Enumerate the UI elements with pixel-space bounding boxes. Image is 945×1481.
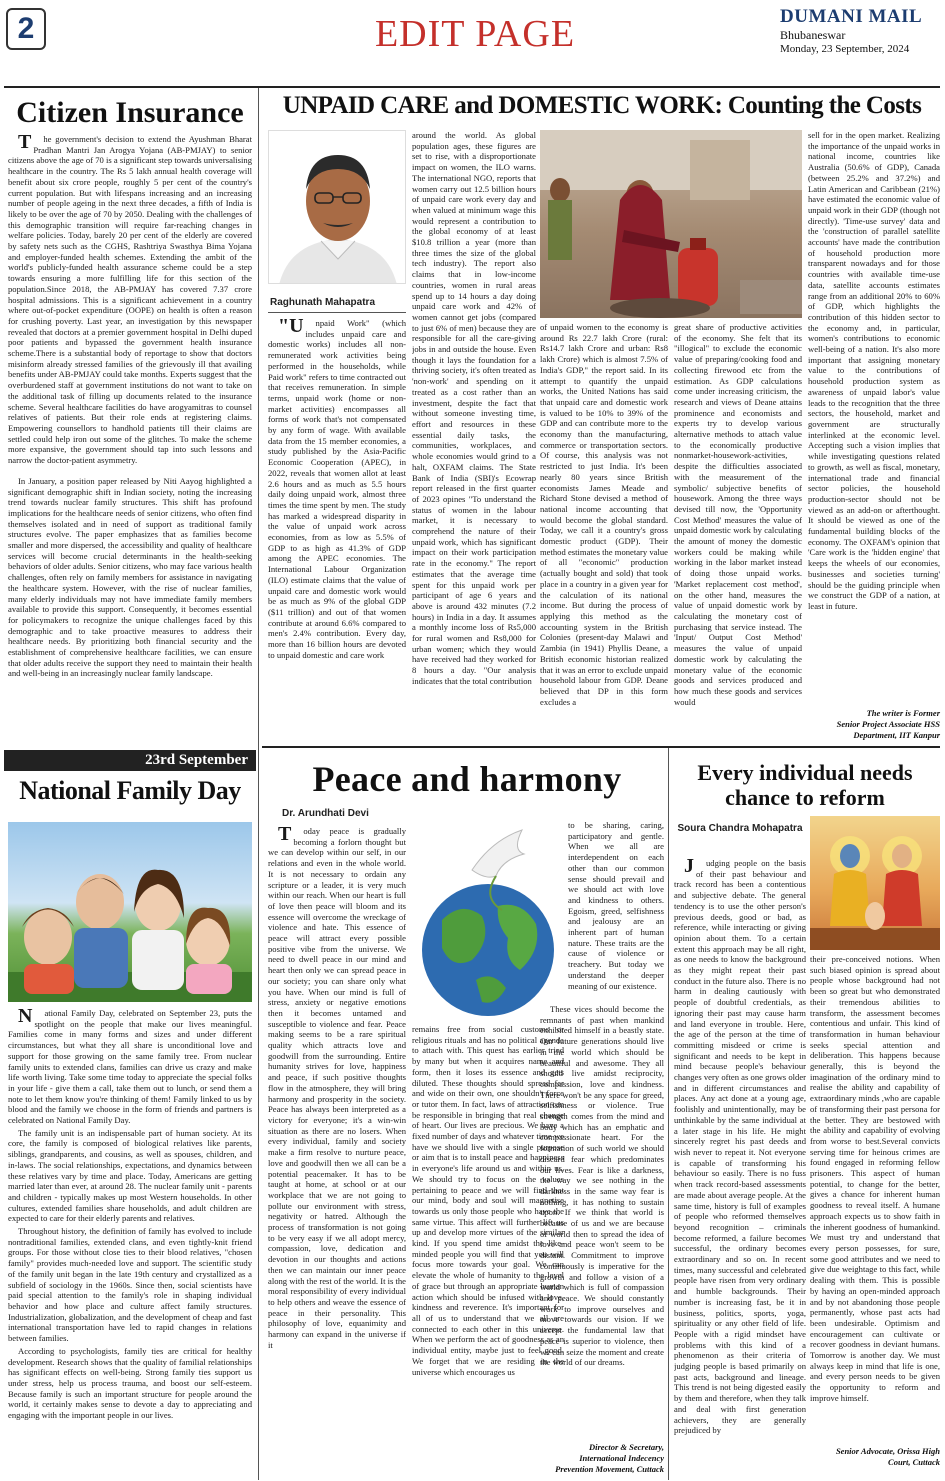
woman-cooking-art (540, 130, 802, 318)
peace-sig-line3: Prevention Movement, Cuttack (555, 1464, 664, 1474)
peace-title: Peace and harmony (312, 759, 622, 799)
peace-globe-image (412, 820, 564, 1020)
reform-col2-text: their pre-conceived notions. When such biased opinion is spread about people whose background had not been so great but who demonstrated their tremendous abilities to transform, the assessment becomes contentious and unfair. This kind of transformation in human behaviour seeks special attention and deliberation. This happens because generally, this is beyond the imagination of the ordinary mind to realise the ability and capability of extraordinary minds ,who are capable of transforming their past persona for the better. They are bestowed with the ability and capability of evolving from worse to best.Several convicts serving time for heinous crimes are found engaged in reforming fellow prisoners. This aspect of human potential, to change for the better, gives a chance for inherent human goodness to reveal itself. A humane approach expects us to show faith in the inherent goodness of humankind. We must try and understand that every person possesses, for sure, some good attributes and we need to give due weightage to this fact, while dealing with them. This is possible by having an open-minded approach and by not abandoning those people permanently, whose past acts had been undesirable. Optimism and encouragement can cultivate or recover goodness in deviant humans. Tomorrow is another day. We must always keep in mind that life is one, and every person needs to be given the opportunity to reform and improve himself. (810, 954, 940, 1403)
unpaid-col3-text: of unpaid women to the economy is around Rs 22.7 lakh Crore (rural: Rs14.7 lakh Crore and urban: Rs8 lakh Crore) which is almost 7.5% of India's GDP," the report said. In its attempt to quantify the unpaid works, the United Nations has said that unpaid care and domestic work is valued to be 10% to 39% of the GDP and can contribute more to the economy than the manufacturing, commerce or transportation sectors. Of course, this analysis was not restricted to just India. It's been nearly 80 years since British economists James Meade and Richard Stone devised a method of national income accounting that would become the global standard. Today, we call it a country's gross domestic product (GDP). Their method estimates the monetary value of all "economic" production (actually bought and sold) that took place in a country in a given year for the calculation of its national income. But during the process of applying this method as the accounting system in the British Colonies (present-day Malawi and Zambia (in 1941) Phyllis Deane, a British economic historian realized that it was an error to exclude unpaid household labour from GDP. Deane believed that DP in this form excludes a (540, 322, 668, 707)
unpaid-col4-text: great share of productive activities of the economy. She felt that its "illogical" to exclude the economic value of preparing/cooking food and collecting firewood etc from the estimation. As GDP calculations come under increasing criticism, the research and views of Deane attains prominence and economists and experts try to develop various alternative methods to attach value to the economically productive nonmarket-housework-activities, despite the difficulties associated with the measurement of the symbolic/ subjective benefits of housework. Among the three ways devised till now, the 'Opportunity Cost Method' measures the value of unpaid domestic work by calculating the amount of money the domestic workers could be making while working in the labor market instead of doing those unpaid works. 'Market replacement cost method', on the other hand, measures the value of unpaid domestic work by calculating the monetary cost of purchasing that service instead. The 'Input/ Output Cost Method' measures the value of unpaid domestic work by calculating the monetary value of the economic goods and services produced and how much these goods and services would (674, 322, 802, 707)
paper-date: Monday, 23 September, 2024 (780, 43, 910, 55)
family-title: National Family Day (19, 776, 241, 805)
unpaid-col3 (540, 322, 668, 742)
family-p2: The family unit is an indispensable part of human society. At its core, the family is composed of biological relatives like parents, siblings, grandparents, and cousins, as well as spouses, children, and in-laws. The social relationships, expectations, and dynamics between these relatives vary by time and place. Today, Americans are getting married later than ever, at around 28. The nuclear family unit - parents and children - typically makes up most Western households. In other cultures, extended families share households, and adult children are expected to care for their elderly parents and relatives. (8, 1127, 252, 1224)
peace-col3b-text: These vices should become the remnants of past when mankind exhibited himself in a beastly state. Our future generations should live in the world which should be beautiful and awesome. They all should live amidst reciprocity, compassion, love and kindness. There won't be any space for greed, selfishness or violence. True strength comes from the mind and body which has an emphatic and compassionate heart. For the formation of such world we should discard fear which predominates our lives. Fear is like a darkness, the way we see nothing in the darkness in the same way fear is nothing, it has nothing to sustain upon. If we think that world is because of us and we are because of world then to spread the idea of love and peace won't seem to be distant. Commitment to improve continuously is imperative for the growth and follow a vision of a world which is full of compassion and peace. We should constantly work to improve ourselves and move towards our vision. If we accept the fundamental law that peace is superior to violence, then we can seize the moment and create the world of our dreams. (540, 1004, 664, 1368)
peace-signature (538, 1442, 664, 1475)
family-p3: Throughout history, the definition of family has evolved to include nontraditional families, extended clans, and even tightly-knit friend groups. For those without close ties to their blood relatives, "chosen family" provides much-needed love and support. The scientific study of the family unit began in the late 19th century and crystallized as a subfield of sociology in the 1960s. Since then, social scientists have paid special attention to the family's role in shaping individual behavior and how place and culture affect family structures. Industrialization, globalization, and the development of cheap and fast international transportation have led to rapid changes in relations between families. (8, 1226, 252, 1344)
peace-sig-line2: International Indecency (579, 1453, 664, 1463)
family-photo (8, 822, 252, 1002)
unpaid-sig-line1: The writer is Former (866, 708, 940, 718)
unpaid-sig-line3: Department, IIT Kanpur (853, 730, 940, 740)
reform-col1 (674, 858, 806, 1480)
reform-image (810, 816, 940, 950)
peace-sig-line1: Director & Secretary, (589, 1442, 664, 1452)
unpaid-col2-text: around the world. As global population ages, these figures are set to rise, with a disproportionate impact on women, the ILO warns. The international NGO, reports that women carry out 12.5 billion hours of unpaid care work every day and when valued at minimum wage this would represent a contribution to the global economy of at least $10.8 trillion a year (more than three times the size of the global tech industry). The report also claims that in low-income countries, women in rural areas spend up to 14 hours a day doing unpaid care work and 42% of women cannot get jobs (compared to just 6% of men) because they are responsible for all the care-giving jobs in and outside the house. Even though it lays the foundation for a thriving society, it's often treated as 'non-work' and spending on it treated as a cost rather than an investment, despite the fact that without someone investing time, effort and resources in these essential daily tasks, the communities, workplaces, and whole economies would grind to a halt, OXFAM claims. The State Bank of India (SBI)'s Ecowrap report released in the first quarter of 2023 opines "To understand the status of women in the labour market, it is necessary to comprehend the nature of their unpaid work, which has significant impact on their work participation rate in the economy." The report estimates that the average time spent for this unpaid work per participant of age 6 years and above is around 432 minutes (7.2 hours) in India in a day. It assumes a monthly income loss of Rs5,000 for rural women and Rs8,000 for urban women; which they would have received had they worked for 8 hours a day. "Our analysis indicates that the total contribution (412, 130, 536, 686)
citizen-title: Citizen Insurance (16, 96, 244, 129)
unpaid-author: Raghunath Mahapatra (270, 297, 376, 308)
reform-col2 (810, 954, 940, 1440)
peace-col3a-text: to be sharing, caring, participatory and gentle. When we all are interdependent on each other than our common sense should prevail and we should act with love and kindness to others. Egoism, greed, selfishness and jealousy are an inherent part of human nature. These traits are the cause of violence or treachery. But today we understand the deeper meaning of our existence. (568, 820, 664, 991)
unpaid-col5 (808, 130, 940, 706)
section-title: EDIT PAGE (374, 13, 576, 55)
citizen-p1: The government's decision to extend the Ayushman Bharat Pradhan Mantri Jan Arogya Yojana (AB-PMJAY) to senior citizens above the age of 70 is a significant step towards universalising healthcare in the country. The Rs 5 lakh annual health coverage will benefit about six crore people, roughly 5 per cent of the country's current population. But with lifespans increasing and an increasing number of people ageing in the next three decades, a fifth of India is likely to be over the age of 70 by 2050. Dealing with the challenges of this demographic transition will require far-reaching changes in welfare policies. Today, barely 20 per cent of the elderly are covered by safety nets such as the CGHS, Rashtriya Swasthya Bima Yojana and employer-funded health schemes. Extending the ambit of the world's publicly-funded health assurance scheme could be a step towards ensuring a more fulfilling life for this section of the population.Since 2018, the AB-PMJAY has covered 7.37 crore hospital admissions. This is a significant achievement in a country where out-of-pocket expenditure (OOPE) on health is often a reason for crushing poverty. Last year, an investigation by this newspaper revealed that doctors at a premier government hospital in Delhi duped poor patients and bypassed the government health insurance scheme.There is a substantial body of reportage to show that doctors misinform already stressed families of the grievously ill that availing benefits under AB-PMJAY could take months. Experts suggest that the overburdened staff at government institutions do not want to take on the additional task of filling up documents related to the insurance scheme. Several healthcare facilities do have arogyamitras to counsel relatives of patients. But their role ends at registering claims. Empowering counsellors to handhold patients till their claims are settled could help iron out some of the glitches. To make the scheme more expansive, the government should tap into such lessons and narrow the doctor-patient asymmetry. (8, 134, 252, 466)
unpaid-col2 (412, 130, 536, 742)
reform-title: Every individual needs chance to reform (697, 760, 913, 810)
unpaid-col5-text: sell for in the open market. Realizing the importance of the unpaid works in national income, countries like Australia (50.6% of GDP), Canada (between 25.2% and 37.2%) and Latin American and Caribbean (21%) have estimated the economic value of unpaid work in their GDP (though not directly). 'Time-use survey' data and the 'construction of parallel satellite accounts' have made the contribution of household production more transparent nowadays and for those countries with available time-use data, satellite accounts estimates range from an additional 20% to 60% of GDP, which highlights the contribution of this hidden sector to the economy and, in particular, women's contributions to economic well-being of a nation. It's also more important that assigning monetary value to the contributions of household production system as awareness of unpaid labor's value leads to the recognition that the three sectors, the household, market and government are structurally interlinked at the economic level. Accepting such a vision implies that while investigating questions related to growth, as well as fiscal, monetary, international trade and financial sector policies, the household production-sector should not be viewed as an add-on or afterthought. It should be viewed as one of the fundamental building blocks of the economy. The OXFAM's opinion that 'Care work is the 'hidden engine' that keeps the wheels of our economies, businesses and societies turning' should be the guiding principle when we construct the GDP of a nation, at least in future. (808, 130, 940, 611)
unpaid-title: UNPAID CARE and DOMESTIC WORK: Counting the Costs (282, 92, 922, 119)
reform-sig-line2: Court, Cuttack (888, 1457, 940, 1467)
reform-sig-line1: Senior Advocate, Orissa High (835, 1446, 940, 1456)
peace-col3a (568, 820, 664, 1002)
paper-city: Bhubaneswar (780, 28, 846, 42)
dove-globe-art (412, 820, 564, 1020)
family-p4: According to psychologists, family ties are critical for healthy development. Research shows that the quality of familial relationships has significant effects on well-being. Strong family ties support us under stress, help us process trauma, and boost our self-esteem. Because family is such an important structure for people around the world, it certainly makes sense to devote a day to appreciating and engaging with the important people in our lives. (8, 1345, 252, 1421)
unpaid-col1-text: "Unpaid Work" (which includes unpaid care and domestic works) includes all non-remunerated work activities being performed in the households, while Paid work" refers to time contracted out that receives remuneration. In simple terms, unpaid work (home or non-market activities) encompasses all forms of work that's not compensated by any form of wage. With available data from the 15 member economies, a study published by the Asia-Pacific Economic Cooperation (APEC), in 2022, reveals that women allot at least 2.6 hours and as much as 5.5 hours daily doing unpaid work, almost three times the time spent by men. The study has marked a widespread disparity in the value of unpaid work across economies, from as low as 5.5% of GDP to as high as 41.3% of GDP among the APEC economies. The International Labour Organization (ILO) estimate claims that the value of unpaid care and domestic work would be as much as 9% of the global GDP ($11 trillion) and out of that women contribute at around 6.6% compared to men's 2.4% contribution. Every day, more than 16 billion hours are devoted to unpaid domestic and care work (268, 318, 406, 660)
paper-name: DUMANI MAIL (780, 6, 923, 27)
masthead (780, 6, 940, 55)
family-photo-art (8, 822, 252, 1002)
page-number: 2 (6, 8, 46, 50)
family-date-band: 23rd September (4, 750, 256, 771)
peace-author: Dr. Arundhati Devi (282, 808, 369, 819)
peace-col1 (268, 826, 406, 1480)
unpaid-sig-line2: Senior Project Associate HSS (836, 719, 940, 729)
family-p1: National Family Day, celebrated on September 23, puts the spotlight on the people that make our lives meaningful. Families come in many forms and sizes and under different circumstances, but what they all share is unconditional love and support for those growing on the same family tree. From nuclear family units to extended clans, families can drive us crazy and make life worth living. Take some time today to appreciate the special folks in your life - give them a call, take them out to lunch, or send them a note to let them know you're thinking of them! Family linked to us by blood and the family we choose in the form of friends and partners is celebrated on National Family Day. (8, 1008, 252, 1126)
unpaid-photo (540, 130, 802, 318)
unpaid-author-photo (268, 130, 406, 284)
peace-col2-text: remains free from social customs or religious rituals and has no political agenda to attach with. This quest has earlier tried by many but when it acquires name and form, then it loses its essence and gets diluted. These thoughts should spread far and wide on their own, one shouldn't force or tutor them. In fact, laws of attraction can be responsible in bringing that real change of heart. Our lives are precious. We have a fixed number of days and whatever time we have we should live with a single purpose or aim that is to install peace and happiness in everyone's life around us and within us. We should try to focus on the values pertaining to peace and we will find that our mind, body and soul will magnetise towards us only those people who have the same virtue. This affect will further lift us up and develop more virtues of the similar kind. If you spend time amidst the like-minded people you will find that you will focus more towards your goal. We can elevate the whole of humanity to the level of grace but through an appropriate human action which should be infused with love, kindness and reverence. It's important for all of us to understand that we all are connected to each other in this universe. When we perform the act of goodness as an individual entity, maybe just to feel good. We forget that we are residing in the universe which encourages us (412, 1024, 564, 1377)
deities-painting-art (810, 816, 940, 950)
unpaid-signature (806, 708, 940, 741)
peace-col1-text: Today peace is gradually becoming a forlorn thought but we can develop within our self, in our relations and even in the whole world. It is not necessary to ordain any scripture or a leader, it is very much within our reach. When our heart is full of love then peace will bloom and its essence will overcome the wreckage of violence and hate. This essence of peace will attract every possible positive vibe from the universe. We need to dwell peace in our mind and heart then only we can spread peace in our society; you can share only what you have. When our mind is full of stress, anxiety or negative emotions then it becomes untamed and susceptible to violence and fear. Peace making seems to be a rare spiritual quality which attracts love and goodwill from the surrounding. Entire humanity strives for love, happiness and peace, if such positive thoughts flow in the atmosphere, they will bring harmony and prosperity in the society. Peace has always been interpreted as a victory for everyone; it's a win-win situation as there are no losers. When every individual, family and society make a firm resolve to nurture peace, love and goodwill then we all can be a potential peacemaker. It has to be taught at home, at school or at our workplace that we are not going to pollute our environment with stress, negativity or hatred. Although the process of transformation is not going to be very easy if we all adopt mercy, compassion, love, dedication and devotion in our thoughts and actions then we can maintain our inner peace along with the rest of the world. It is the moral responsibility of every individual to help others and weave the essence of peace in their personality. This philosophy of love, equanimity and harmony can expand in the universe if it (268, 826, 406, 1350)
reform-col1-text: Judging people on the basis of their past behaviour and track record has been a contentious and subjective debate. The general tendency is to use the other person's previous deeds, good or bad, as reference, while interacting or giving opinion about them. To a certain extent this approach may be all right, as one needs to know the background as they might repeat their past conduct in the future also. There is no harm in dealing cautiously with people of doubtful credentials, as ignoring their past may cause harm and land everyone in trouble. Here, the age of the person at the time of committing misdeed or crime is significant and needs to be kept in mind because people's behaviour changes very often as one grows older and in different circumstances and places. Any act done at a young age, foolishly and unintentionally, may be unthinkable by the same individual at a later stage in his life. He might sincerely regret his past deeds and wish never to repeat it. Not everyone is capable of transforming his behaviour so easily. There is no fuss when track record-based assessments are made about average people. At the same time, history is full of examples of people who reformed themselves beyond recognition – criminals become reformed, a failure becomes successful, the ordinary becomes extraordinary and so on. In recent times, many successful and celebrated people have risen from very ordinary and humble backgrounds. Their number is increasing fast, be it in business, politics, sports, yoga, spirituality or any other field of life. People with a rigid mindset have problems with this kind of a phenomenon as their criteria of judging people is based primarily on past acts, background and lineage. This trend is not being digested easily by them and therefore, when they talk and deal with first generation achievers, they are generally prejudiced by (674, 858, 806, 1436)
citizen-body (8, 134, 252, 744)
citizen-p2: In January, a position paper released by Niti Aayog highlighted a significant demographic shift in Indian society, noting the increasing trend towards nuclear family structures. This shift has profound implications for the healthcare needs of senior citizens, who often find themselves isolated and in need of support as traditional family structures evolve. The paper emphasizes that as families become smaller and more dispersed, the accessibility and quality of healthcare services will become crucial determinants in the health-seeking behaviors of older adults. Senior citizens, who may face various health challenges, often rely on family members for assistance in navigating the healthcare system. However, with the rise of nuclear families, many elderly individuals may not have immediate family members available to provide this support. Consequently, it becomes essential for policymakers to recognize the unique challenges faced by this demographic and to take proactive measures to address their healthcare needs. By prioritizing both financial security and the establishment of comprehensive healthcare facilities, we can ensure that older adults receive the support they need to maintain their health and well-being in an increasingly nuclear family landscape. (8, 475, 252, 679)
family-body (8, 1008, 252, 1480)
peace-col3b (540, 1004, 664, 1440)
author-portrait-art (269, 131, 406, 284)
unpaid-col4 (674, 322, 802, 742)
unpaid-col1 (268, 318, 406, 742)
reform-signature (808, 1446, 940, 1468)
reform-author: Soura Chandra Mohapatra (677, 823, 803, 834)
